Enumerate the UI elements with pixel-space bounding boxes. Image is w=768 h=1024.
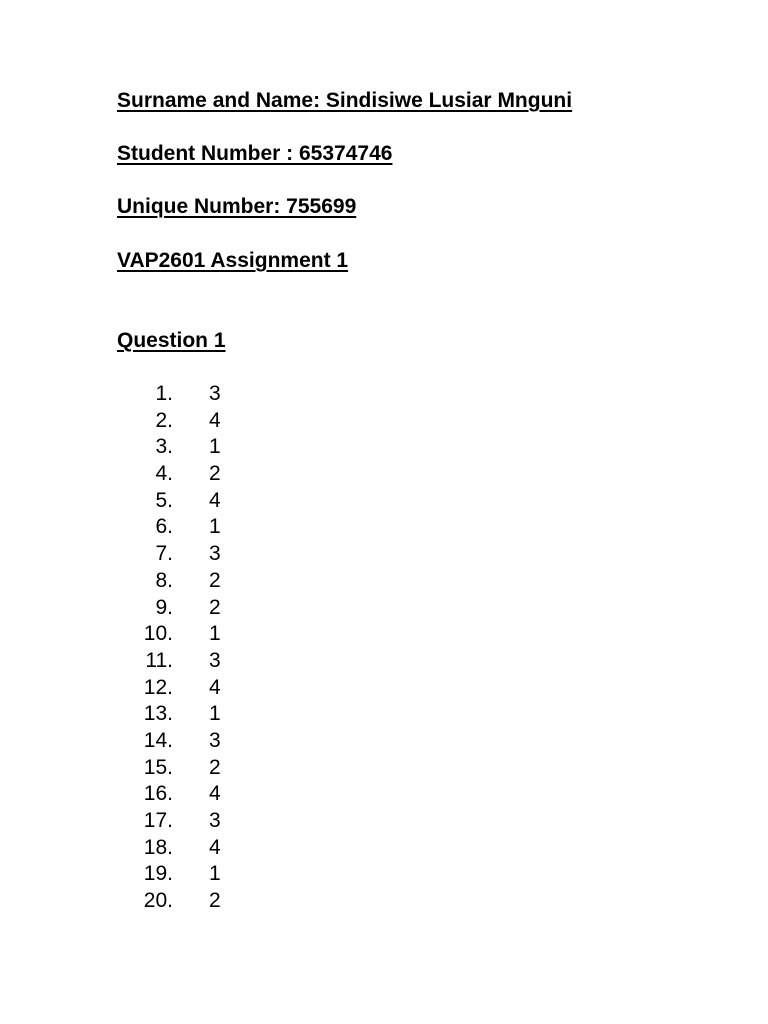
answer-number: 3. bbox=[155, 435, 173, 459]
answer-row bbox=[0, 622, 400, 649]
answer-value: 3 bbox=[209, 809, 221, 832]
answer-row bbox=[0, 649, 400, 676]
answer-value: 2 bbox=[209, 462, 221, 486]
answer-row bbox=[0, 809, 400, 836]
answer-row bbox=[0, 889, 400, 916]
answer-number: 7. bbox=[155, 542, 173, 566]
answer-value: 4 bbox=[209, 488, 221, 512]
answer-value: 1 bbox=[209, 862, 221, 886]
answer-value: 3 bbox=[209, 728, 221, 752]
answer-number: 18. bbox=[143, 835, 173, 859]
question-title: Question 1 bbox=[117, 329, 226, 352]
answer-row bbox=[0, 569, 400, 596]
answer-value: 1 bbox=[209, 622, 221, 646]
answer-row bbox=[0, 596, 400, 623]
answer-value: 4 bbox=[209, 408, 221, 432]
answer-number: 11. bbox=[145, 648, 173, 672]
answer-number: 12. bbox=[143, 675, 173, 699]
answer-number: 15. bbox=[143, 755, 173, 779]
student-number-heading: Student Number : 65374746 bbox=[117, 142, 393, 165]
answer-row bbox=[0, 382, 400, 409]
answer-number: 1. bbox=[155, 382, 173, 405]
answer-row bbox=[0, 542, 400, 569]
answer-row bbox=[0, 836, 400, 863]
answer-row bbox=[0, 435, 400, 462]
name-heading: Surname and Name: Sindisiwe Lusiar Mnguni bbox=[117, 89, 573, 112]
answer-row bbox=[0, 462, 400, 489]
answer-row bbox=[0, 702, 400, 729]
answer-number: 16. bbox=[143, 782, 173, 806]
answer-list bbox=[0, 382, 400, 916]
answer-row bbox=[0, 515, 400, 542]
answer-row bbox=[0, 489, 400, 516]
answer-value: 4 bbox=[209, 675, 221, 699]
answer-value: 4 bbox=[209, 782, 221, 806]
answer-number: 17. bbox=[143, 809, 173, 832]
answer-number: 4. bbox=[155, 462, 173, 486]
answer-number: 8. bbox=[155, 568, 173, 592]
answer-row bbox=[0, 409, 400, 436]
answer-row bbox=[0, 782, 400, 809]
answer-number: 10. bbox=[143, 622, 173, 646]
answer-number: 2. bbox=[155, 408, 173, 432]
answer-number: 14. bbox=[143, 728, 173, 752]
answer-row bbox=[0, 729, 400, 756]
answer-value: 3 bbox=[209, 648, 221, 672]
answer-number: 5. bbox=[155, 488, 173, 512]
answer-value: 1 bbox=[209, 702, 221, 726]
answer-value: 1 bbox=[209, 435, 221, 459]
answer-value: 4 bbox=[209, 835, 221, 859]
answer-value: 2 bbox=[209, 595, 221, 619]
answer-number: 9. bbox=[155, 595, 173, 619]
answer-value: 2 bbox=[209, 568, 221, 592]
answer-value: 3 bbox=[209, 542, 221, 566]
answer-number: 6. bbox=[155, 515, 173, 539]
assignment-heading: VAP2601 Assignment 1 bbox=[117, 249, 349, 272]
answer-value: 1 bbox=[209, 515, 221, 539]
answer-row bbox=[0, 756, 400, 783]
answer-value: 2 bbox=[209, 889, 221, 913]
answer-number: 19. bbox=[143, 862, 173, 886]
answer-row bbox=[0, 676, 400, 703]
unique-number-heading: Unique Number: 755699 bbox=[117, 195, 357, 218]
answer-value: 2 bbox=[209, 755, 221, 779]
answer-value: 3 bbox=[209, 382, 221, 405]
answer-row bbox=[0, 862, 400, 889]
answer-number: 20. bbox=[143, 889, 173, 913]
answer-number: 13. bbox=[143, 702, 173, 726]
